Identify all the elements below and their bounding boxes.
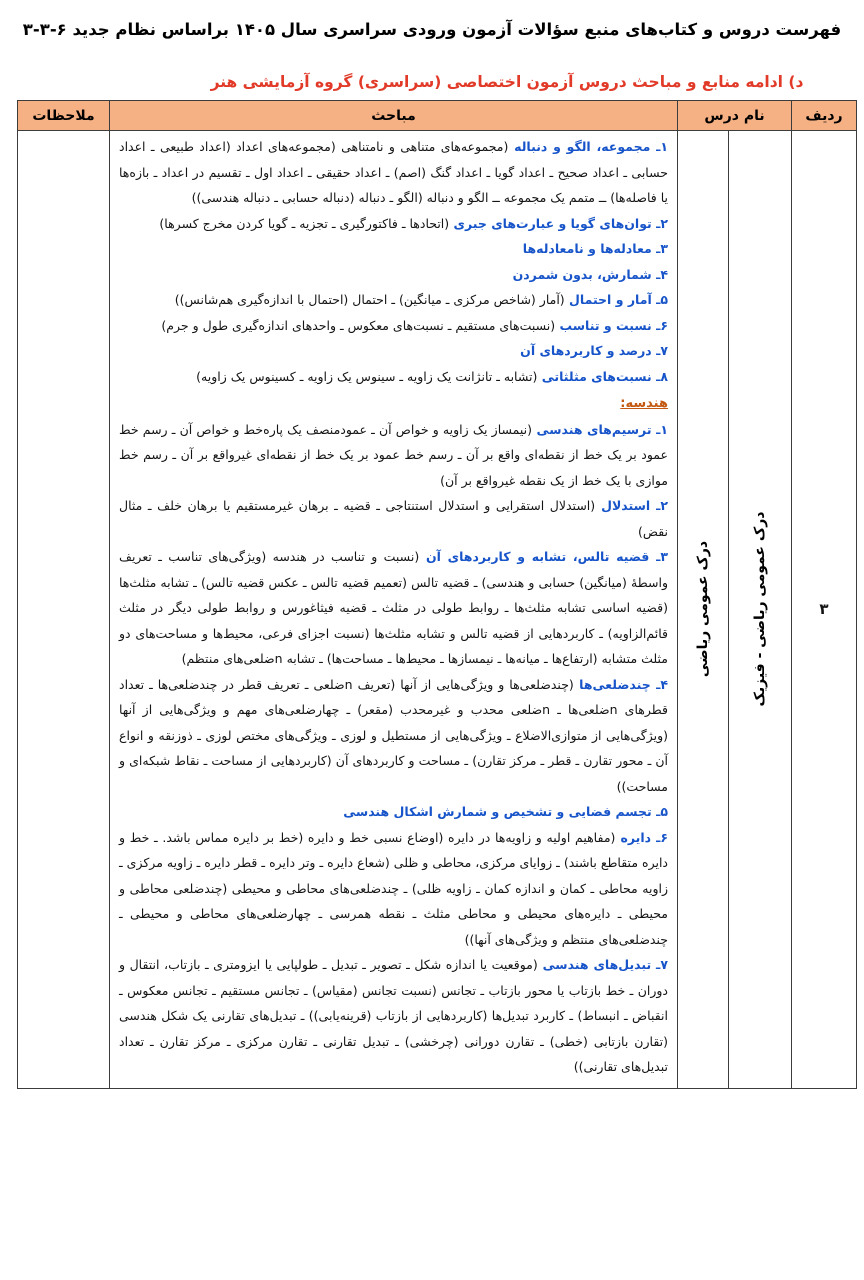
topic-item	[119, 338, 668, 364]
topic-title: ۳ـ قضیه تالس، تشابه و کاربردهای آن	[419, 549, 668, 564]
topic-item	[119, 262, 668, 288]
topics-cell	[110, 131, 678, 1089]
topic-title: ۶ـ نسبت و تناسب	[555, 317, 668, 333]
course-name-cell	[729, 131, 792, 1089]
header-topics: مباحث	[110, 101, 678, 131]
row-number: ۳	[792, 131, 857, 1089]
topic-title: ۷ـ تبدیل‌های هندسی	[537, 957, 668, 972]
topic-title: ۱ـ مجموعه، الگو و دنباله	[508, 139, 668, 154]
topic-title: ۲ـ استدلال	[595, 498, 669, 513]
geometry-section-label	[119, 389, 668, 417]
topic-body: (چندضلعی‌ها و ویژگی‌هایی از آنها (تعریف nضلعی ـ تعریف قطر در چندضلعی‌ها ـ تعداد قطرهای nضلعی‌ها ـ nضلعی محدب و غیرمحدب (مقعر) ـ چهارضلعی‌های مهم و ویژگی‌هایی از آنها (ویژگی‌هایی از متوازی‌الاضلاع ـ ویژگی‌هایی از مستطیل و لوزی ـ ویژگی‌های مختص لوزی ـ ذوزنقه و انواع آن ـ محور تقارن ـ قطر ـ مرکز تقارن) ـ مساحت و کاربردهای آن (کاربردهایی از مساحت ـ نقاط شبکه‌ای و مساحت))	[119, 676, 668, 794]
topic-item	[119, 952, 668, 1080]
topic-item	[119, 825, 668, 953]
notes-cell	[18, 131, 110, 1089]
topic-title: ۴ـ چندضلعی‌ها	[573, 676, 668, 692]
topic-title: ۴ـ شمارش، بدون شمردن	[512, 266, 668, 282]
topic-body: (اتحادها ـ فاکتورگیری ـ تجزیه ـ گویا کردن مخرج کسرها)	[159, 215, 450, 231]
topic-title: ۵ـ آمار و احتمال	[564, 292, 668, 307]
topic-item	[119, 364, 668, 390]
course-part-vertical: درک عمومی ریاضی	[695, 541, 711, 678]
header-notes: ملاحظات	[18, 101, 110, 131]
topic-item	[119, 287, 668, 313]
topic-item	[119, 417, 668, 494]
topic-body: (مجموعه‌های متناهی و نامتناهی (مجموعه‌های اعداد (اعداد طبیعی ـ اعداد حسابی ـ اعداد صحیح ـ اعداد گویا ـ اعداد گنگ (اصم) ـ اعداد حقیقی ـ اعداد اول ـ تقسیم در اعداد ـ بازه‌ها یا فاصله‌ها) ــ متمم یک مجموعه ــ الگو و دنباله (الگو ـ دنباله (دنباله حسابی ـ دنباله هندسی))	[119, 139, 668, 205]
topics-list	[119, 134, 668, 1080]
topic-item	[119, 236, 668, 262]
topic-body: (نیمساز یک زاویه و خواص آن ـ عمودمنصف یک پاره‌خط و خواص آن ـ رسم خط عمود بر یک خط از نقطه‌ای واقع بر آن ـ رسم خط عمود بر یک خط از نقطه‌ای غیرواقع بر آن ـ رسم خط موازی با یک خط از یک نقطه غیرواقع بر آن)	[119, 421, 668, 488]
topic-item	[119, 493, 668, 544]
topic-item	[119, 134, 668, 211]
topic-body: (تشابه ـ تانژانت یک زاویه ـ سینوس یک زاویه ـ کسینوس یک زاویه)	[196, 368, 538, 384]
topic-body: (نسبت و تناسب در هندسه (ویژگی‌های تناسب ـ تعریف واسطهٔ (میانگین) حسابی و هندسی) ـ قضیه تالس (تعمیم قضیه تالس ـ عکس قضیه تالس) ـ تشابه مثلث‌ها (قضیه اساسی تشابه مثلث‌ها ـ روابط طولی در مثلث ـ قضیه فیثاغورس و روابط طولی دیگر در مثلث قائم‌الزاویه) ـ کاربردهایی از قضیه تالس و تشابه مثلث‌ها (نسبت اجزای فرعی، محیط‌ها و مساحت‌های دو مثلث متشابه (ارتفاع‌ها ـ میانه‌ها ـ نیمسازها ـ محیط‌ها ـ مساحت‌ها) ـ تشابه nضلعی‌های منتظم)	[119, 549, 668, 666]
topic-body: (موقعیت یا اندازه شکل ـ تصویر ـ تبدیل ـ طولپایی یا ایزومتری ـ بازتاب، انتقال و دوران ـ خط بازتاب یا محور بازتاب ـ تجانس (نسبت تجانس (مقیاس) ـ تجانس مستقیم ـ تجانس معکوس ـ انقباض ـ انبساط) ـ کاربرد تبدیل‌ها (کاربردهایی از بازتاب (قرینه‌یابی)) ـ تبدیل‌های تقارنی یک شکل هندسی (تقارن بازتابی (خطی) ـ تقارن دورانی (چرخشی) ـ تبدیل تقارنی ـ تقارن مرکزی ـ مرکز تقارن ـ تعداد تبدیل‌های تقارنی))	[119, 957, 668, 1074]
section-heading: د) ادامه منابع و مباحث دروس آزمون اختصاصی (سراسری) گروه آزمایشی هنر	[210, 73, 804, 91]
source-table	[17, 100, 857, 1089]
topic-item	[119, 211, 668, 237]
course-name-vertical: درک عمومی ریاضی - فیزیک	[752, 511, 768, 707]
topic-body: (آمار (شاخص مرکزی ـ میانگین) ـ احتمال (احتمال با اندازه‌گیری هم‌شانس))	[174, 292, 565, 307]
table-row	[18, 131, 857, 1089]
geometry-section-text: هندسه:	[620, 396, 668, 411]
course-part-cell	[678, 131, 729, 1089]
header-row-number: ردیف	[792, 101, 857, 131]
topic-body: (استدلال استقرایی و استدلال استنتاجی ـ قضیه ـ برهان غیرمستقیم یا برهان خلف ـ مثال نقض)	[119, 498, 668, 539]
topic-title: ۲ـ توان‌های گویا و عبارت‌های جبری	[449, 215, 668, 231]
topic-item	[119, 313, 668, 339]
document-title: فهرست دروس و کتاب‌های منبع سؤالات آزمون ورودی سراسری سال ۱۴۰۵ براساس نظام جدید ۶-۳-۳	[22, 20, 842, 39]
topic-title: ۶ـ دایره	[615, 829, 669, 845]
topic-title: ۳ـ معادله‌ها و نامعادله‌ها	[522, 241, 668, 256]
topic-body: (نسبت‌های مستقیم ـ نسبت‌های معکوس ـ واحدهای اندازه‌گیری طول و جرم)	[161, 317, 556, 333]
topic-item	[119, 672, 668, 800]
topic-item	[119, 544, 668, 672]
table-header-row	[18, 101, 857, 131]
topic-title: ۷ـ درصد و کاربردهای آن	[520, 343, 668, 358]
topic-item	[119, 799, 668, 825]
header-course-name: نام درس	[678, 101, 792, 131]
topic-title: ۵ـ تجسم فضایی و تشخیص و شمارش اشکال هندسی	[343, 804, 668, 819]
topic-body: (مفاهیم اولیه و زاویه‌ها در دایره (اوضاع نسبی خط و دایره (خط بر دایره مماس باشد. ـ خط و دایره متقاطع باشند) ـ زوایای مرکزی، محاطی و ظلی (شعاع دایره ـ وتر دایره ـ قطر دایره ـ زاویه مرکزی ـ زاویه محاطی ـ کمان و اندازه کمان ـ زاویه ظلی) ـ چندضلعی‌های محاطی و محیطی (چندضلعی محاطی و محیطی ـ دایره‌های محیطی و محاطی مثلث ـ نقطه همرسی ـ چهارضلعی‌های محاطی و محیطی ـ چندضلعی‌های منتظم و ویژگی‌های آنها))	[119, 829, 668, 947]
topic-title: ۸ـ نسبت‌های مثلثاتی	[537, 368, 668, 384]
topic-title: ۱ـ ترسیم‌های هندسی	[532, 421, 668, 437]
